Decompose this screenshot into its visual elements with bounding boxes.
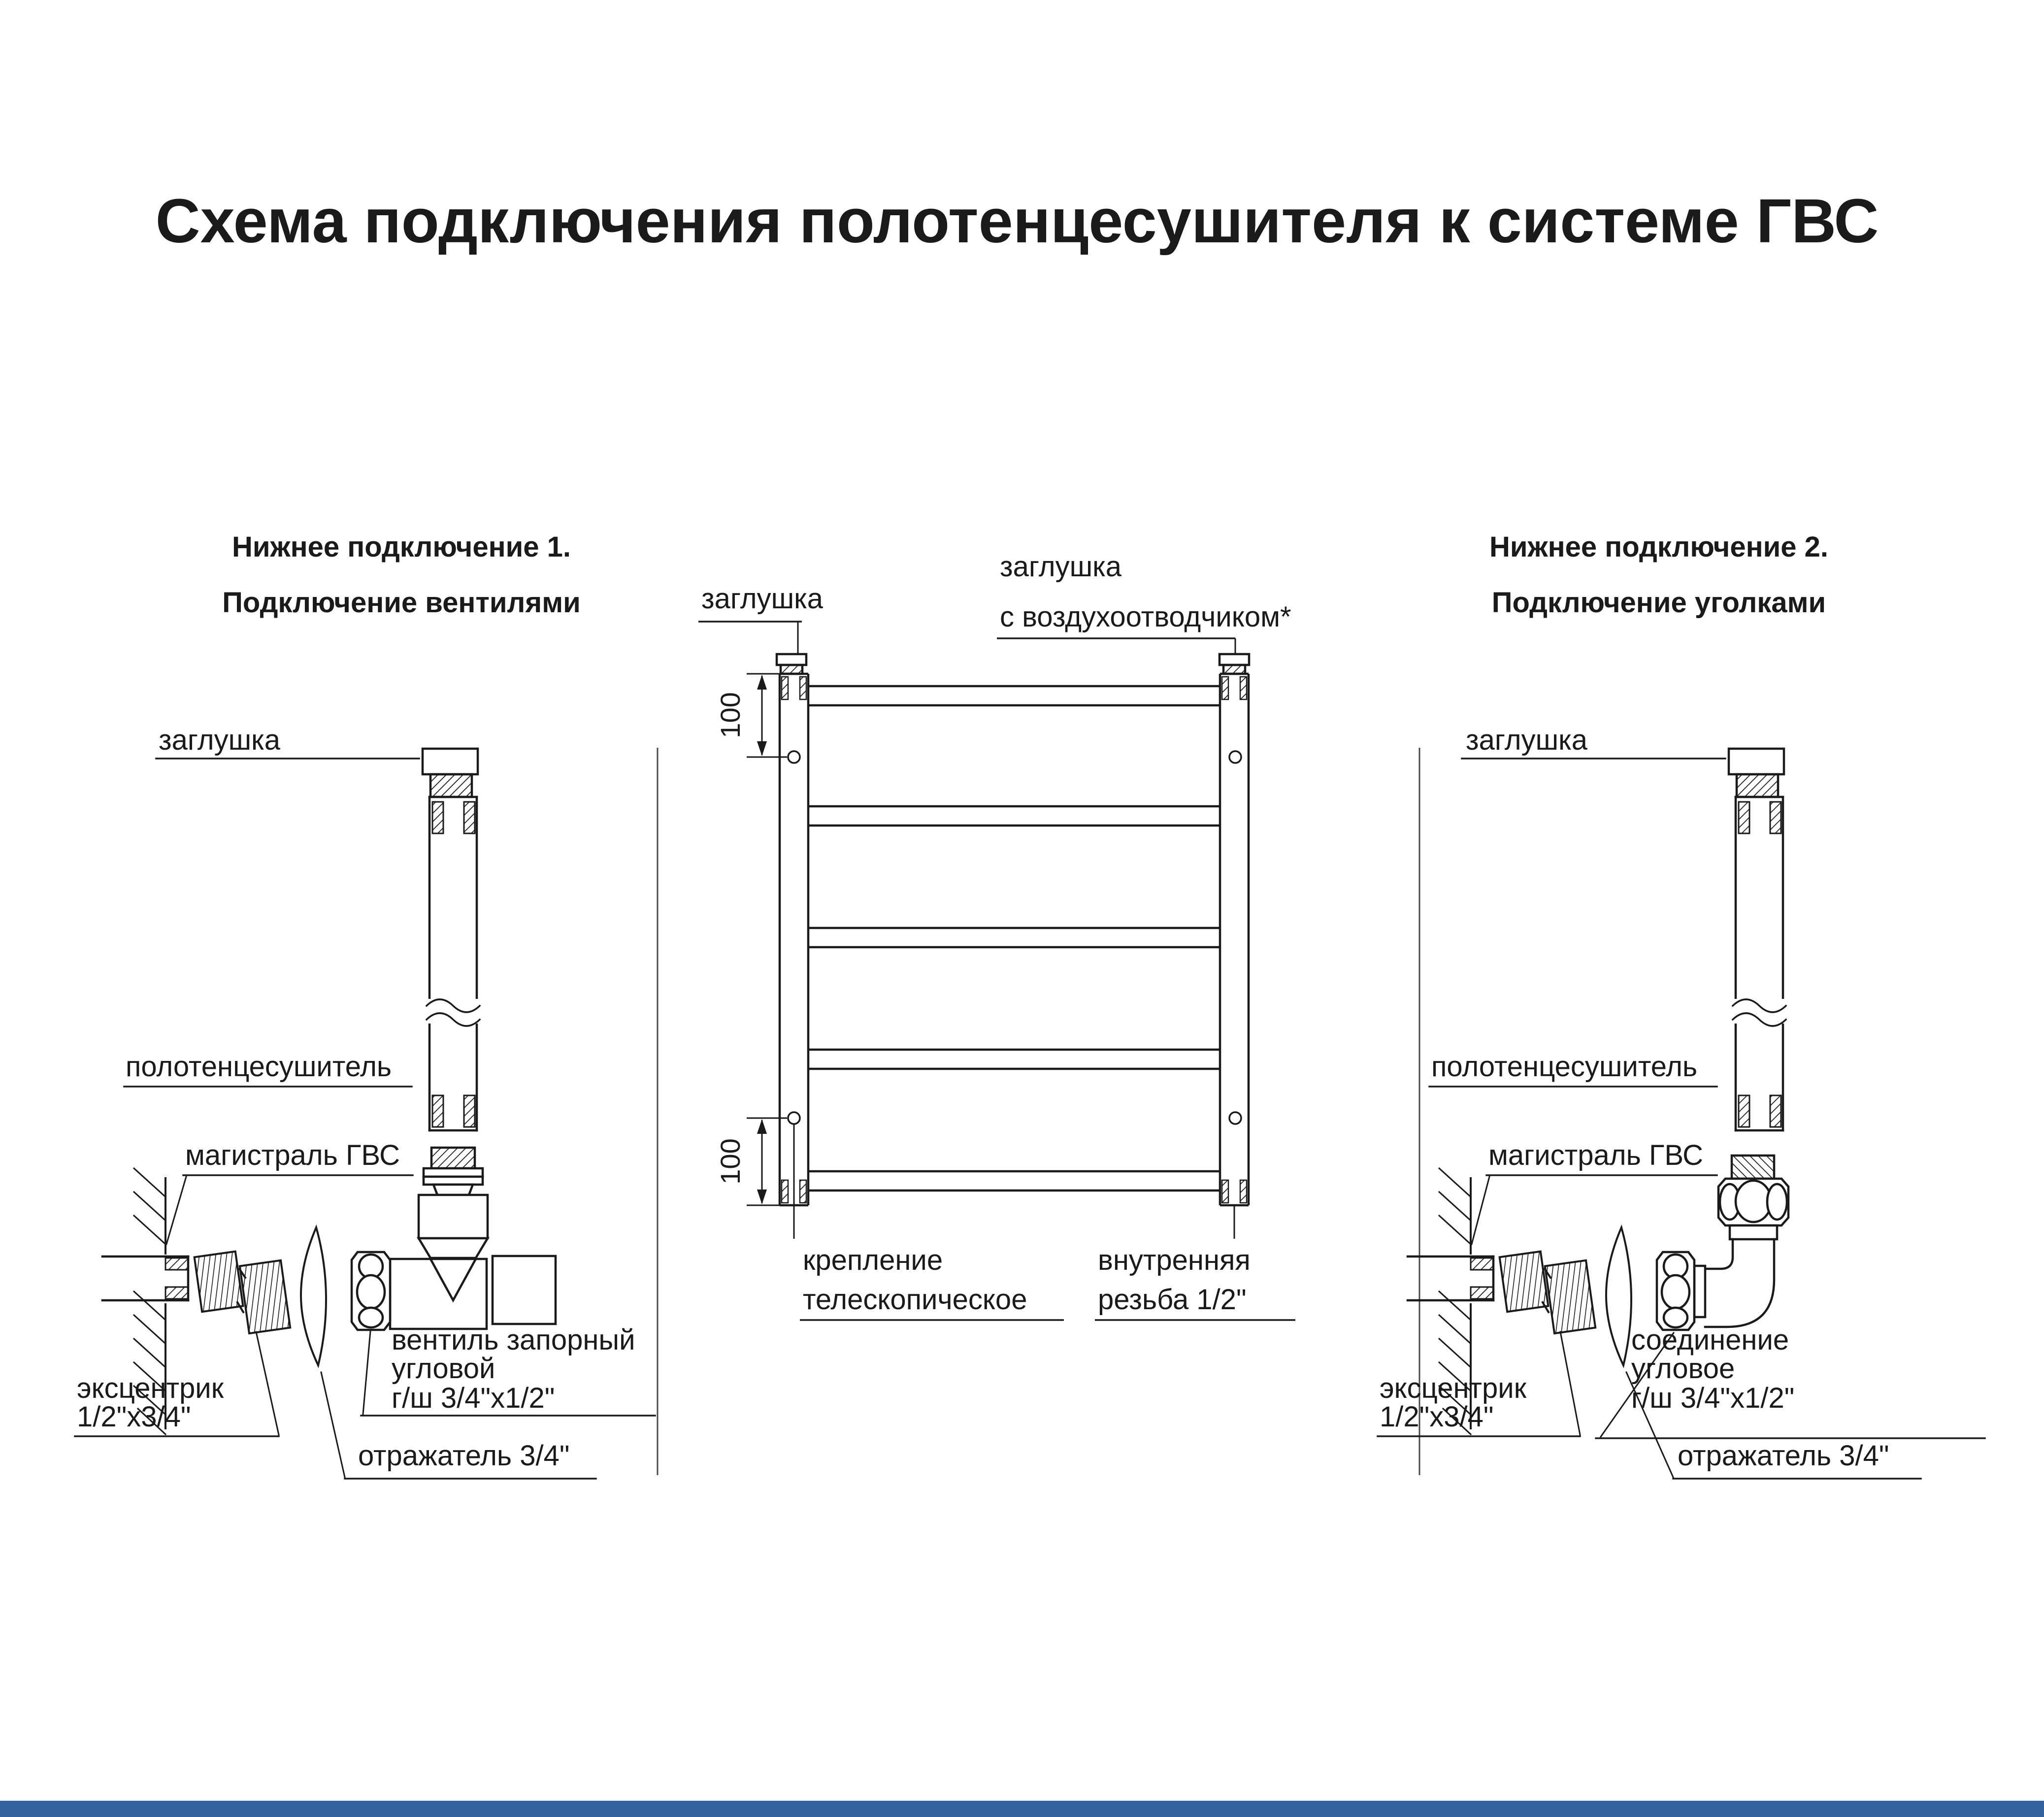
right-panel bbox=[1378, 531, 1985, 1479]
right-towel-label bbox=[1429, 1051, 1717, 1087]
svg-text:внутренняя: внутренняя bbox=[1098, 1244, 1251, 1276]
svg-text:с воздухоотводчиком*: с воздухоотводчиком* bbox=[1000, 601, 1291, 633]
center-panel bbox=[698, 551, 1295, 1320]
left-eccentric bbox=[195, 1252, 291, 1333]
right-eccentric-label bbox=[1378, 1332, 1580, 1436]
svg-text:отражатель 3/4": отражатель 3/4" bbox=[358, 1440, 570, 1472]
rail-rungs bbox=[808, 686, 1220, 1190]
svg-text:100: 100 bbox=[715, 1138, 746, 1185]
right-eccentric bbox=[1500, 1252, 1596, 1333]
svg-text:г/ш 3/4"х1/2": г/ш 3/4"х1/2" bbox=[1631, 1382, 1795, 1414]
dim-top-100 bbox=[715, 674, 787, 757]
center-cap-left-label bbox=[698, 583, 824, 654]
right-cap bbox=[1729, 749, 1784, 797]
svg-text:100: 100 bbox=[715, 692, 746, 738]
svg-text:1/2"х3/4": 1/2"х3/4" bbox=[77, 1401, 191, 1433]
svg-text:заглушка: заглушка bbox=[159, 724, 281, 756]
towel-rail-front bbox=[777, 654, 1249, 1205]
svg-text:резьба 1/2": резьба 1/2" bbox=[1098, 1284, 1247, 1316]
footer-bar bbox=[0, 1801, 2044, 1817]
svg-text:эксцентрик: эксцентрик bbox=[77, 1372, 224, 1404]
dim-bottom-100 bbox=[715, 1118, 787, 1205]
svg-text:соединение: соединение bbox=[1631, 1324, 1789, 1356]
svg-text:угловой: угловой bbox=[392, 1353, 495, 1385]
svg-text:заглушка: заглушка bbox=[1466, 724, 1588, 756]
center-cap-right-label bbox=[997, 551, 1291, 655]
inner-thread-label bbox=[1095, 1244, 1295, 1320]
svg-text:вентиль запорный: вентиль запорный bbox=[392, 1324, 635, 1356]
valve-handle bbox=[493, 1256, 556, 1324]
svg-text:магистраль ГВС: магистраль ГВС bbox=[185, 1139, 400, 1171]
left-reflector bbox=[301, 1227, 326, 1365]
svg-text:отражатель 3/4": отражатель 3/4" bbox=[1678, 1440, 1889, 1472]
right-header-line2: Подключение уголками bbox=[1491, 587, 1826, 619]
svg-text:магистраль ГВС: магистраль ГВС bbox=[1488, 1139, 1703, 1171]
left-supply-pipe bbox=[102, 1256, 188, 1300]
svg-text:полотенцесушитель: полотенцесушитель bbox=[126, 1051, 392, 1083]
left-towel-pipe bbox=[427, 797, 480, 1130]
mount-label bbox=[800, 1244, 1064, 1320]
right-main-label bbox=[1472, 1139, 1717, 1244]
left-towel-label bbox=[124, 1051, 412, 1087]
left-cap-label bbox=[156, 724, 419, 759]
left-panel bbox=[75, 531, 655, 1479]
right-supply-pipe bbox=[1408, 1256, 1493, 1300]
left-valve-label bbox=[361, 1324, 655, 1416]
svg-text:эксцентрик: эксцентрик bbox=[1380, 1372, 1527, 1404]
svg-text:г/ш 3/4"х1/2": г/ш 3/4"х1/2" bbox=[392, 1382, 555, 1414]
svg-text:угловое: угловое bbox=[1631, 1353, 1735, 1385]
left-header-line1: Нижнее подключение 1. bbox=[231, 531, 571, 563]
svg-text:крепление: крепление bbox=[803, 1244, 943, 1276]
left-eccentric-label bbox=[75, 1332, 279, 1436]
svg-text:полотенцесушитель: полотенцесушитель bbox=[1431, 1051, 1698, 1083]
right-towel-pipe bbox=[1733, 797, 1786, 1130]
left-header-line2: Подключение вентилями bbox=[222, 587, 581, 619]
right-cap-label bbox=[1462, 724, 1725, 759]
svg-text:заглушка: заглушка bbox=[701, 583, 824, 615]
svg-text:1/2"х3/4": 1/2"х3/4" bbox=[1380, 1401, 1494, 1433]
right-header-line1: Нижнее подключение 2. bbox=[1489, 531, 1829, 563]
right-elbow-label bbox=[1596, 1324, 1985, 1438]
svg-text:заглушка: заглушка bbox=[1000, 551, 1122, 583]
left-cap bbox=[423, 749, 478, 797]
right-reflector bbox=[1606, 1227, 1631, 1365]
page-title: Схема подключения полотенцесушителя к системе ГВС bbox=[155, 186, 1879, 256]
left-main-label bbox=[166, 1139, 413, 1244]
right-elbow bbox=[1657, 1156, 1788, 1330]
svg-text:телескопическое: телескопическое bbox=[803, 1284, 1027, 1316]
